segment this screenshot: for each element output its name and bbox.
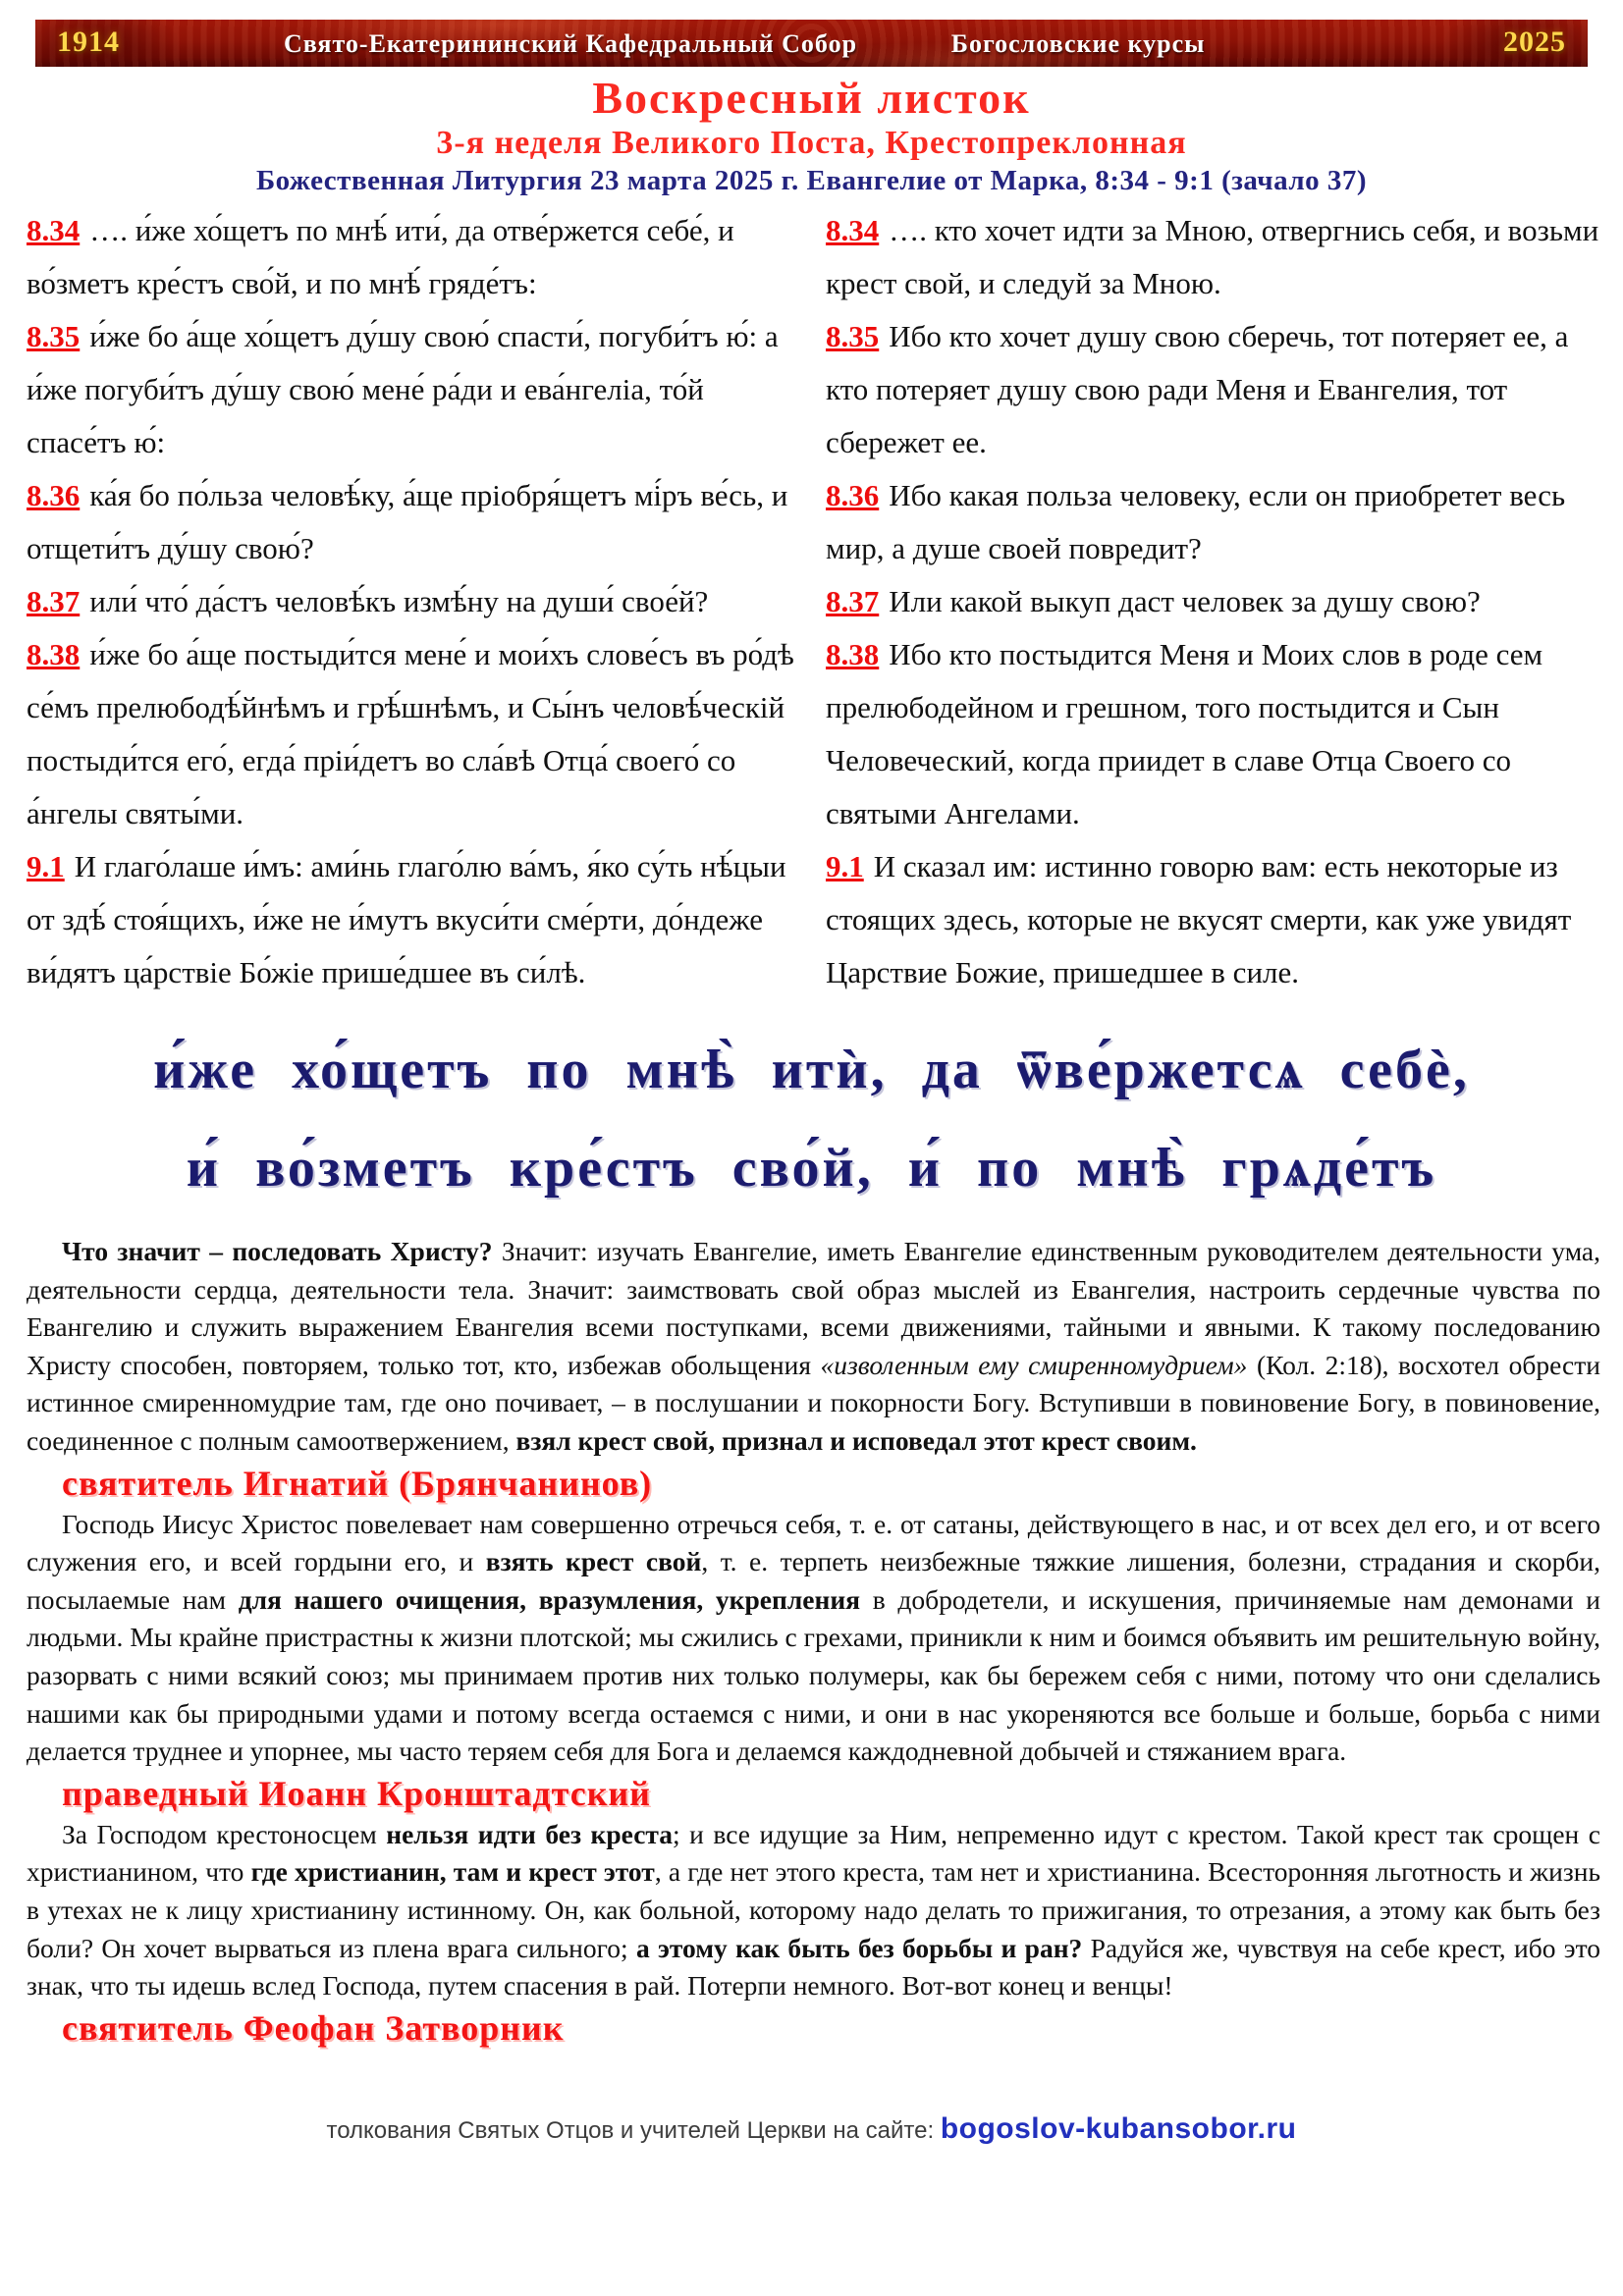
footer-text: толкования Святых Отцов и учителей Церкви на сайте: [326, 2117, 941, 2144]
liturgy-line: Божественная Литургия 23 марта 2025 г. Евангелие от Марка, 8:34 - 9:1 (зачало 37) [255, 165, 1368, 196]
verse-text: …. и́же хо́щетъ по мнѣ́ ити́, да отве́ржется себе́, и во́зметъ кре́стъ сво́й, и по мнѣ́ гряде́тъ: [27, 213, 734, 300]
gospel-column-russian [826, 204, 1610, 999]
verse-text: и́же бо а́ще постыди́тся мене́ и мои́хъ слове́съ въ ро́дѣ се́мъ прелюбодѣ́йнѣмъ и грѣ́шнѣмъ, и Сы́нъ человѣ́ческій постыди́тся его́, егда́ пріи́детъ во сла́вѣ Отца́ своего́ со а́нгелы святы́ми. [27, 637, 794, 830]
verse-slavonic [27, 310, 800, 469]
year-2025: 2025 [1503, 26, 1566, 58]
verse-number: 8.38 [826, 637, 880, 671]
author-heading-ignatiy: святитель Игнатий (Брянчанинов) [62, 1463, 653, 1503]
verse-text: И глаго́лаше и́мъ: ами́нь глаго́лю ва́мъ, я́ко су́ть нѣ́цыи от здѣ́ стоя́щихъ, и́же не и́мутъ вкуси́ти сме́рти, до́ндеже ви́дятъ ца́рствіе Бо́жіе прише́дшее въ си́лѣ. [27, 849, 786, 989]
verse-number: 8.34 [27, 213, 81, 247]
verse-slavonic [27, 840, 800, 999]
year-1914: 1914 [57, 26, 120, 58]
verse-text: и́же бо а́ще хо́щетъ ду́шу свою́ спасти́, погуби́тъ ю́: а и́же погуби́тъ ду́шу свою́ мене́ ра́ди и ева́нгеліа, то́й спасе́тъ ю́: [27, 319, 779, 459]
verse-text: ка́я бо по́льза человѣ́ку, а́ще пріобря́щетъ мі́ръ ве́сь, и отщети́тъ ду́шу свою́? [27, 478, 788, 565]
verse-russian [826, 840, 1610, 999]
verse-number: 8.36 [826, 478, 880, 512]
gospel-column-slavonic [27, 204, 800, 999]
verse-slavonic [27, 628, 800, 840]
verse-slavonic [27, 204, 800, 310]
verse-number: 9.1 [27, 849, 65, 883]
verse-russian [826, 204, 1610, 310]
verse-number: 8.37 [27, 584, 81, 618]
verse-russian [826, 575, 1610, 628]
verse-text: Или какой выкуп даст человек за душу свою? [889, 584, 1481, 618]
verse-russian [826, 310, 1610, 469]
verse-russian [826, 469, 1610, 575]
verse-text: Ибо кто постыдится Меня и Моих слов в роде сем прелюбодейном и грешном, того постыдится и Сын Человеческий, когда приидет в славе Отца Своего со святыми Ангелами. [826, 637, 1543, 830]
slavonic-quote [0, 1021, 1623, 1217]
author-heading-feofan: святитель Феофан Затворник [62, 2007, 565, 2048]
site-link[interactable]: bogoslov-kubansobor.ru [940, 2112, 1297, 2145]
verse-text: или́ что́ да́стъ человѣ́къ измѣ́ну на души́ свое́й? [89, 584, 709, 618]
slavonic-quote-line1: и́же хо́щетъ по мнѣ̀ итѝ, да ѿве́ржетсѧ себѐ, [153, 1040, 1470, 1100]
author-heading-ioann: праведный Иоанн Кронштадтский [62, 1773, 651, 1813]
header-banner [35, 20, 1588, 67]
slavonic-quote-line2: и́ во́зметъ кре́стъ сво́й, и́ по мнѣ̀ грѧде́тъ [186, 1138, 1437, 1199]
verse-number: 8.35 [826, 319, 880, 353]
verse-text: …. кто хочет идти за Мною, отвергнись себя, и возьми крест свой, и следуй за Мною. [826, 213, 1599, 300]
verse-number: 8.38 [27, 637, 81, 671]
cathedral-name: Свято-Екатерининский Кафедральный Собор [283, 29, 858, 58]
commentary-paragraph: Что значит – последовать Христу? Значит: изучать Евангелие, иметь Евангелие единственным руководителем деятельности ума, деятельности сердца, деятельности тела. Значит: заимствовать свой образ мыслей из Евангелия, настроить сердечные чувства по Евангелию и служить выражением Евангелия всеми поступками, всеми движениями, тайными и явными. К такому последованию Христу способен, повторяем, только тот, кто, избежав обольщения «изволенным ему смиренномудрием» (Кол. 2:18), восхотел обрести истинное смиренномудрие там, где оно почивает, – в послушании и покорности Богу. Вступивши в повиновение Богу, в повиновение, соединенное с полным самоотвержением, взял крест свой, признал и исповедал этот крест своим. [27, 1236, 1600, 1456]
verse-text: И сказал им: истинно говорю вам: есть некоторые из стоящих здесь, которые не вкусят смерти, как уже увидят Царствие Божие, пришедшее в силе. [826, 849, 1572, 989]
verse-number: 8.34 [826, 213, 880, 247]
commentary-paragraph: Господь Иисус Христос повелевает нам совершенно отречься себя, т. е. от сатаны, действующего в нас, и от всех дел его, и от всего служения его, и всей гордыни его, и взять крест свой, т. е. терпеть неизбежные тяжкие лишения, болезни, страдания и скорби, посылаемые нам для нашего очищения, вразумления, укрепления в добродетели, и искушения, причиняемые нам демонами и людьми. Мы крайне пристрастны к жизни плотской; мы сжились с грехами, приникли к ним и боимся объявить им решительную войну, разорвать с ними всякий союз; мы принимаем против них только полумеры, как бы бережем себя с ними, потому что они сделались нашими как бы природными удами и потому всегда остаемся с ними, и они в нас укореняются все больше и больше, борьба с ними делается труднее и упорнее, мы часто теряем себя для Бога и делаемся каждодневной добычей и стяжанием врага. [27, 1508, 1601, 1767]
verse-number: 8.36 [27, 478, 81, 512]
verse-slavonic [27, 575, 800, 628]
verse-number: 9.1 [826, 849, 864, 883]
theology-courses-label: Богословские курсы [950, 29, 1206, 58]
page-title: Воскресный листок [592, 73, 1031, 123]
gospel-columns [27, 204, 1610, 999]
verse-text: Ибо кто хочет душу свою сберечь, тот потеряет ее, а кто потеряет душу свою ради Меня и Евангелия, тот сбережет ее. [826, 319, 1569, 459]
verse-number: 8.35 [27, 319, 81, 353]
commentary-section [27, 1233, 1600, 2051]
footer [0, 2112, 1623, 2146]
week-subtitle: 3-я неделя Великого Поста, Крестопреклонная [436, 125, 1187, 161]
commentary-paragraph: За Господом крестоносцем нельзя идти без креста; и все идущие за Ним, непременно идут с крестом. Такой крест так срощен с христианином, что где христианин, там и крест этот, а где нет этого креста, там нет и христианина. Всесторонняя льготность и жизнь в утехах не к лицу христианину истинному. Он, как больной, которому надо делать то прижигания, то отрезания, а этому как быть без боли? Он хочет вырваться из плена врага сильного; а этому как быть без борьбы и ран? Радуйся же, чувствуя на себе крест, ибо это знак, что ты идешь вслед Господа, путем спасения в рай. Потерпи немного. Вот-вот конец и венцы! [27, 1818, 1600, 2002]
verse-text: Ибо какая польза человеку, если он приобретет весь мир, а душе своей повредит? [826, 478, 1566, 565]
verse-russian [826, 628, 1610, 840]
verse-slavonic [27, 469, 800, 575]
verse-number: 8.37 [826, 584, 880, 618]
